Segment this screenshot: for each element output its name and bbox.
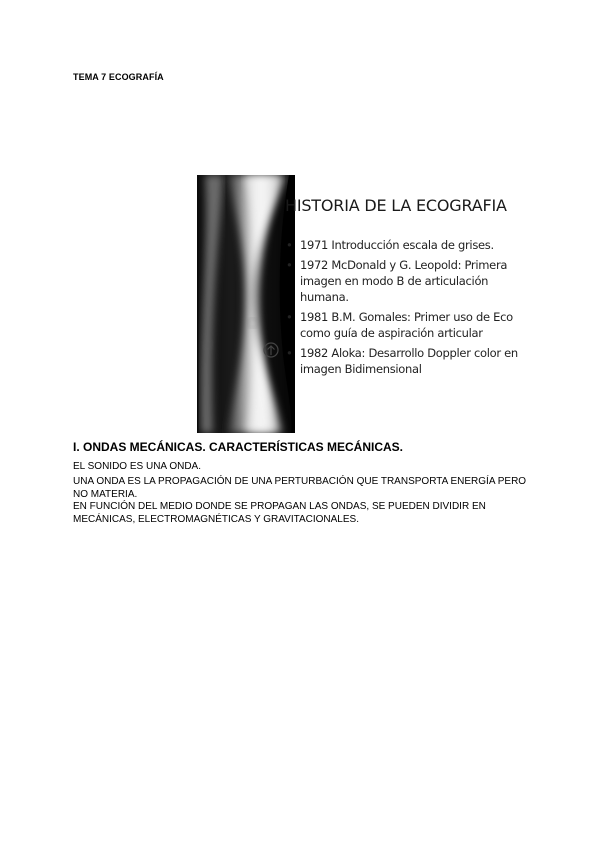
paragraph-block (73, 476, 543, 526)
list-item (285, 257, 535, 305)
list-item (285, 345, 535, 377)
bullet-text: 1972 McDonald y G. Leopold: Primera imagen en modo B de articulación humana. (300, 258, 508, 304)
slide-title: HISTORIA DE LA ECOGRAFIA (285, 196, 507, 215)
paragraph: UNA ONDA ES LA PROPAGACIÓN DE UNA PERTURBACIÓN QUE TRANSPORTA ENERGÍA PERO NO MATERIA. (73, 476, 527, 500)
bullet-icon: • (286, 346, 293, 360)
bullet-text: 1971 Introducción escala de grises. (300, 238, 494, 252)
ultrasound-image (197, 175, 295, 433)
list-item (285, 309, 535, 341)
history-slide (197, 175, 539, 433)
bullet-text: 1982 Aloka: Desarrollo Doppler color en imagen Bidimensional (300, 346, 518, 376)
section-title: I. ONDAS MECÁNICAS. CARACTERÍSTICAS MECÁNICAS. (73, 440, 404, 454)
paragraph: EL SONIDO ES UNA ONDA. (73, 461, 201, 472)
list-item (285, 237, 535, 253)
slide-bullet-list (285, 237, 535, 381)
document-header: TEMA 7 ECOGRAFÍA (73, 72, 164, 82)
bullet-text: 1981 B.M. Gomales: Primer uso de Eco como guía de aspiración articular (300, 310, 513, 340)
bullet-icon: • (286, 238, 293, 252)
bullet-icon: • (286, 310, 293, 324)
paragraph: EN FUNCIÓN DEL MEDIO DONDE SE PROPAGAN LAS ONDAS, SE PUEDEN DIVIDIR EN MECÁNICAS, ELECTROMAGNÉTICAS Y GRAVITACIONALES. (73, 501, 486, 525)
bullet-icon: • (286, 258, 293, 272)
